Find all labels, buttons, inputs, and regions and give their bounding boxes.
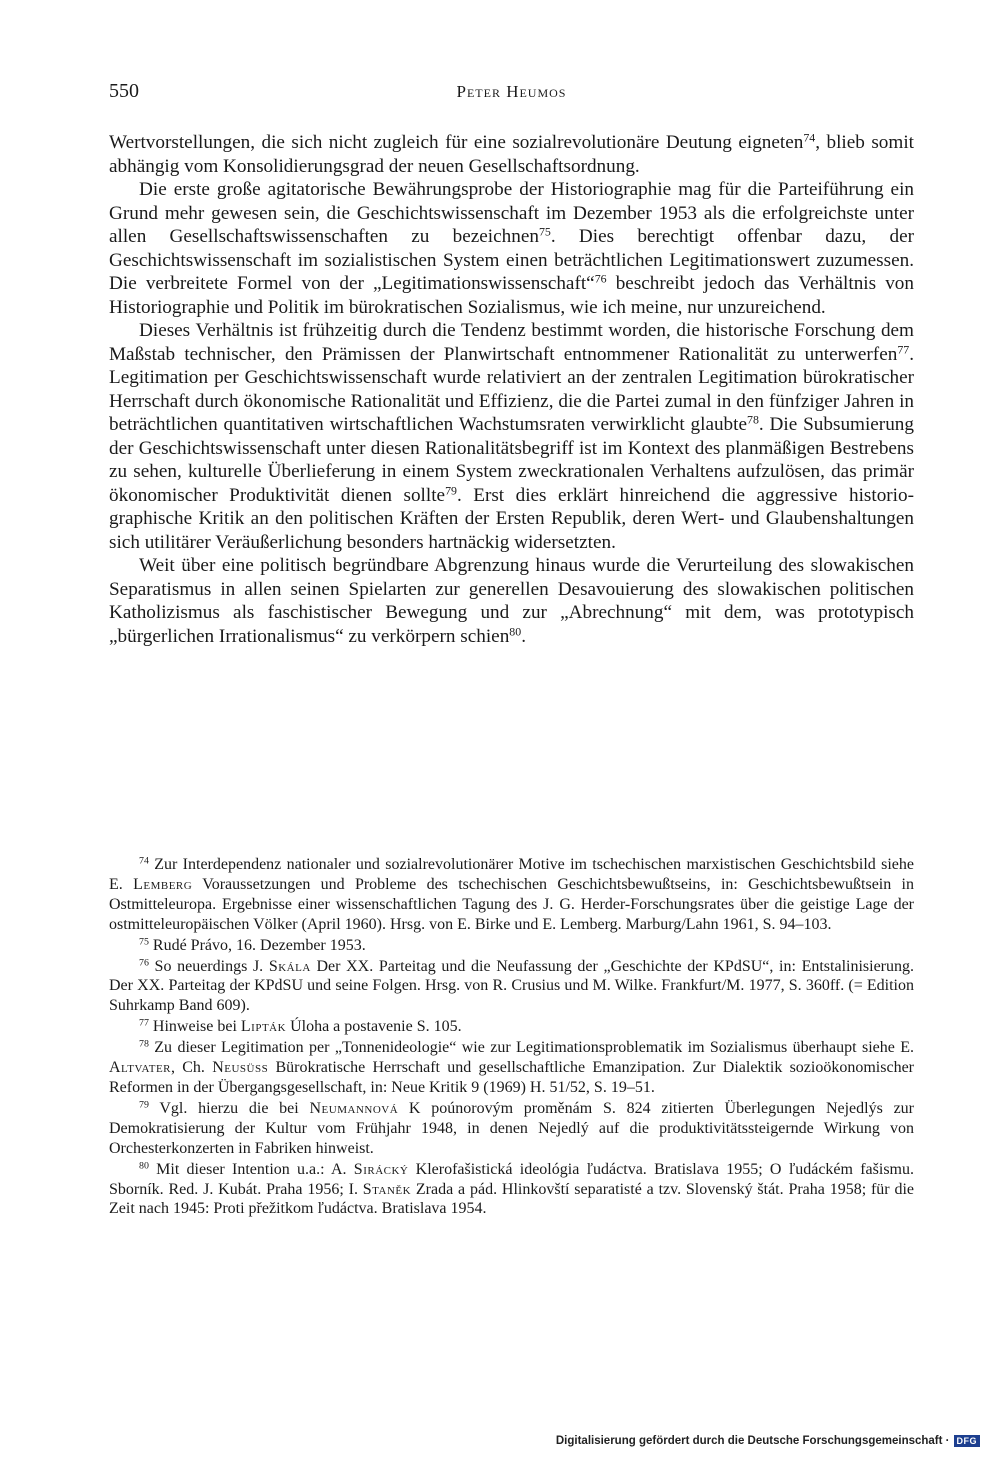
main-text bbox=[109, 131, 914, 648]
footnote-text: Klerofašistická ideológia ľudáctva. Bratislava 1955; O ľudáckém fašismu. Sborník. Red. J. Kubát. Praha 1956; I. bbox=[109, 1160, 915, 1198]
footnote-text: Mit dieser Intention u.a.: A. bbox=[148, 1160, 354, 1178]
credit-text: Digitalisierung gefördert durch die Deutsche Forschungsgemeinschaft · bbox=[555, 1435, 950, 1447]
paragraph-text: Weit über eine politisch begründbare Abgrenzung hinaus wurde die Verurteilung des slowakischen Separatismus in allen seinen Spielarten zur generellen Desavouierung des slowakischen politischen Katholizismus als faschistischer Bewegung und zur „Abrechnung“ mit dem, was prototypisch „bürgerlichen Irrationalismus“ zu verkörpern schien bbox=[109, 555, 914, 647]
footnote-text: Zrada a pád. Hlinkovští separatisté a tzv. Slovenský štát. Praha 1958; für die Zeit nach 1945: Proti přežitkom ľudáctva. Bratislava 1954. bbox=[109, 1180, 915, 1218]
paragraph-4 bbox=[109, 554, 914, 648]
footnote-80 bbox=[109, 1160, 914, 1220]
author-name: Neumannová bbox=[309, 1099, 399, 1117]
footnote-ref-75: 75 bbox=[538, 224, 551, 239]
digitization-credit bbox=[556, 1435, 980, 1447]
footnote-number: 75 bbox=[139, 936, 149, 948]
footnote-number: 76 bbox=[139, 957, 149, 969]
footnote-number: 79 bbox=[139, 1099, 149, 1111]
footnote-number: 80 bbox=[139, 1160, 149, 1172]
running-head: Peter Heumos bbox=[456, 82, 567, 101]
dfg-logo-icon: DFG bbox=[954, 1435, 981, 1447]
author-name: Staněk bbox=[362, 1180, 412, 1198]
footnote-text: So neuerdings J. bbox=[148, 957, 269, 975]
footnote-ref-78: 78 bbox=[747, 412, 759, 427]
page-number: 550 bbox=[109, 80, 139, 102]
author-name: Lemberg bbox=[133, 875, 193, 893]
paragraph-3 bbox=[109, 319, 914, 554]
footnote-79 bbox=[109, 1099, 914, 1159]
author-name: Skála bbox=[268, 957, 311, 975]
footnote-77 bbox=[109, 1017, 914, 1037]
footnote-75 bbox=[109, 936, 914, 956]
footnote-text: Bürokratische Herrschaft und gesellschaftliche Emanzipation. Zur Dialektik sozioökonomischer Reformen in der Übergangsgesellschaft, in: Neue Kritik 9 (1969) H. 51/52, S. 19–51. bbox=[109, 1059, 914, 1096]
footnote-text: Vgl. hierzu die bei bbox=[148, 1099, 310, 1117]
paragraph-text: . Die Subsumierung der Geschichtswissenschaft unter diesen Rationalitätsbegriff ist im Kontext des planmäßigen Bestrebens zu sehen, kulturelle Überlieferung in einem System zweckrationalen Verhaltens aufzulösen, das primär ökonomischer Produktivität dienen sollte bbox=[109, 414, 914, 506]
footnote-ref-80: 80 bbox=[509, 623, 522, 638]
page-header bbox=[109, 80, 914, 110]
paragraph-text: . Erst dies erklärt hinreichend die aggressive historiographische Kritik an den politischen Kräften der Ersten Republik, deren Wert- und Glaubenshaltungen sich utilitärer Veräußerlichung besonders hartnäckig widersetzten. bbox=[109, 484, 914, 553]
paragraph-text: beschreibt jedoch das Verhältnis von Historiographie und Politik im bürokratischen Sozialismus, wie ich meine, nur unzureichend. bbox=[109, 273, 914, 318]
author-name: Sirácký bbox=[353, 1160, 409, 1178]
paragraph-text: . Dies berechtigt offenbar dazu, der Geschichtswissenschaft im sozialistischen System einen beträchtlichen Legitimationswert zuzumessen. Die verbreitete Formel von der „Legitimationswissenschaft“ bbox=[109, 226, 914, 294]
footnote-76 bbox=[109, 957, 914, 1017]
paragraph-text: Wertvorstellungen, die sich nicht zugleich für eine sozialrevolutionäre Deutung eigneten bbox=[109, 132, 804, 153]
footnote-text: Voraussetzungen und Probleme des tschechischen Geschichtsbewußtseins, in: Geschichtsbewußtsein in Ostmitteleuropa. Ergebnisse einer wissenschaftlichen Tagung des J. G. Herder-Forschungsrates über die geistige Lage der ostmitteleuropäischen Völker (April 1960). Hrsg. von E. Birke und E. Lemberg. Marburg/Lahn 1961, S. 94–103. bbox=[109, 875, 914, 933]
paragraph-text: Dieses Verhältnis ist frühzeitig durch die Tendenz bestimmt worden, die historische Forschung dem Maßstab technischer, den Prämissen der Planwirtschaft entnommener Rationalität zu unterwerfen bbox=[109, 320, 914, 365]
footnote-text: Rudé Právo, 16. Dezember 1953. bbox=[148, 936, 366, 954]
footnote-number: 74 bbox=[139, 855, 149, 867]
footnote-text: , Ch. bbox=[171, 1059, 213, 1077]
footnote-text: Zu dieser Legitimation per „Tonnenideologie“ wie zur Legitimationsproblematik im Sozialismus überhaupt siehe E. bbox=[148, 1039, 914, 1057]
footnote-ref-79: 79 bbox=[445, 482, 457, 497]
footnote-text: K poúnorovým proměnám S. 824 zitierten Überlegungen Nejedlýs zur Demokratisierung der Kultur vom Frühjahr 1948, in denen Nejedlý auf die produktivitätssteigernde Wirkung von Orchesterkonzerten in Fabriken hinweist. bbox=[109, 1099, 915, 1157]
author-name: Neusüss bbox=[212, 1059, 269, 1077]
footnotes bbox=[109, 855, 914, 1219]
footnote-text: Der XX. Parteitag und die Neufassung der „Geschichte der KPdSU“, in: Entstalinisierung. Der XX. Parteitag der KPdSU und seine Folgen. Hrsg. von R. Crusius und M. Wilke. Frankfurt/M. 1977, S. 360ff. (= Edition Suhrkamp Band 609). bbox=[109, 957, 915, 1015]
author-name: Altvater bbox=[109, 1059, 172, 1077]
footnote-text: Úloha a postavenie S. 105. bbox=[286, 1018, 462, 1036]
footnote-number: 78 bbox=[139, 1038, 149, 1050]
paragraph-text: , blieb somit abhängig vom Konsolidierungsgrad der neuen Gesellschaftsordnung. bbox=[109, 132, 914, 177]
footnote-ref-77: 77 bbox=[897, 341, 910, 356]
footnote-78 bbox=[109, 1038, 914, 1098]
footnote-text: Zur Interdependenz nationaler und sozialrevolutionärer Motive im tschechischen marxistischen Geschichtsbild siehe E. bbox=[109, 856, 914, 893]
footnote-text: Hinweise bei bbox=[148, 1018, 241, 1036]
paragraph-text: Die erste große agitatorische Bewährungsprobe der Historiographie mag für die Parteiführung ein Grund mehr gewesen sein, die Geschichtswissenschaft im Dezember 1953 als die erfolgreichste unter allen Gesellschaftswissenschaften zu bezeichnen bbox=[109, 179, 914, 247]
paragraph-2 bbox=[109, 178, 914, 319]
paragraph-text: . Legitimation per Geschichtswissenschaft wurde relativiert an der zentralen Legitimation bürokratischer Herrschaft durch ökonomische Rationalität und Effizienz, die die Partei zumal in den fünfziger Jahren in beträchtlichen quantitativen wirtschaftlichen Wachstumsraten verwirklicht glaubte bbox=[109, 343, 914, 435]
paragraph-1 bbox=[109, 131, 914, 178]
footnote-number: 77 bbox=[139, 1017, 149, 1029]
paragraph-text: . bbox=[521, 625, 526, 647]
footnote-ref-74: 74 bbox=[803, 130, 816, 145]
footnote-74 bbox=[109, 855, 914, 935]
author-name: Lipták bbox=[240, 1018, 287, 1036]
footnote-ref-76: 76 bbox=[594, 271, 607, 286]
